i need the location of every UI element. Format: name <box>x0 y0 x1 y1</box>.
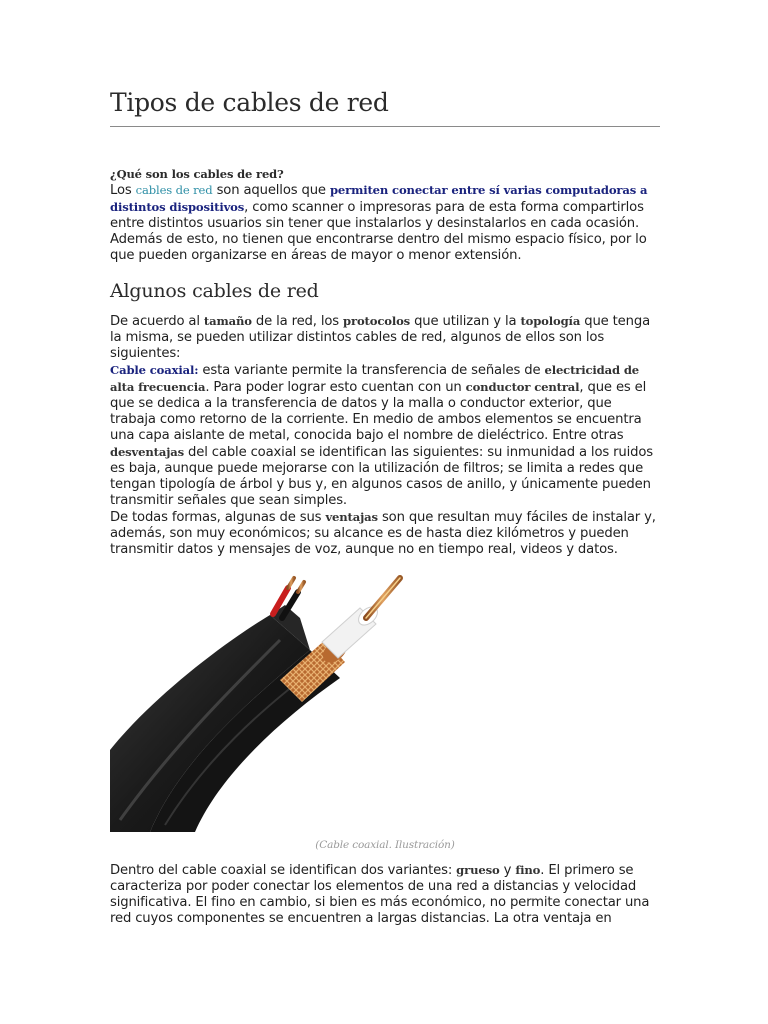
paragraph-variants: Dentro del cable coaxial se identifican dos variantes: grueso y fino. El primero se caracteriza por poder conectar los elementos de una red a distancias y velocidad significativa. El fino en cambio, si bien es más económico, no permite conectar una red cuyos componentes se encuentren a largas distancias. La otra ventaja en <box>110 863 650 926</box>
cables-de-red-link[interactable]: cables de red <box>135 183 213 197</box>
coaxial-cable-illustration <box>110 570 660 832</box>
paragraph-advantages: De todas formas, algunas de sus ventajas son que resultan muy fáciles de instalar y, además, son muy económicos; su alcance es de hasta diez kilómetros y pueden transmitir datos y mensajes de voz, aunque no en tiempo real, videos y datos. <box>110 510 656 557</box>
intro-emphasis: permiten conectar entre sí varias computadoras a distintos dispositivos <box>110 183 648 214</box>
coaxial-label: Cable coaxial: <box>110 363 199 377</box>
coaxial-cable-image <box>110 570 660 832</box>
image-caption: (Cable coaxial. Ilustración) <box>315 839 455 851</box>
page-title: Tipos de cables de red <box>110 86 660 127</box>
intro-paragraph: Los cables de red son aquellos que permiten conectar entre sí varias computadoras a distintos dispositivos, como scanner o impresoras para de esta forma compartirlos entre distintos usuarios sin tener que instalarlos y desinstalarlos en cada ocasión. Además de esto, no tienen que encontrarse dentro del mismo espacio físico, por lo que pueden organizarse en áreas de mayor o menor extensión. <box>110 183 648 263</box>
paragraph-coaxial: Cable coaxial: esta variante permite la transferencia de señales de electricidad de alta frecuencia. Para poder lograr esto cuentan con un conductor central, que es el que se dedica a la transferencia de datos y la malla o conductor exterior, que trabaja como retorno de la corriente. En medio de ambos elementos se encuentra una capa aislante de metal, conocida bajo el nombre de dieléctrico. Entre otras desventajas del cable coaxial se identifican las siguientes: su inmunidad a los ruidos es baja, aunque puede mejorarse con la utilización de filtros; se limita a redes que tengan tipología de árbol y bus y, en algunos casos de anillo, y únicamente pueden transmitir señales que sean simples. <box>110 363 653 508</box>
section-heading: Algunos cables de red <box>110 280 319 302</box>
article <box>110 86 660 927</box>
paragraph-protocols: De acuerdo al tamaño de la red, los protocolos que utilizan y la topología que tenga la misma, se pueden utilizar distintos cables de red, algunos de ellos son los siguientes: <box>110 314 651 361</box>
question-heading: ¿Qué son los cables de red? <box>110 167 284 181</box>
